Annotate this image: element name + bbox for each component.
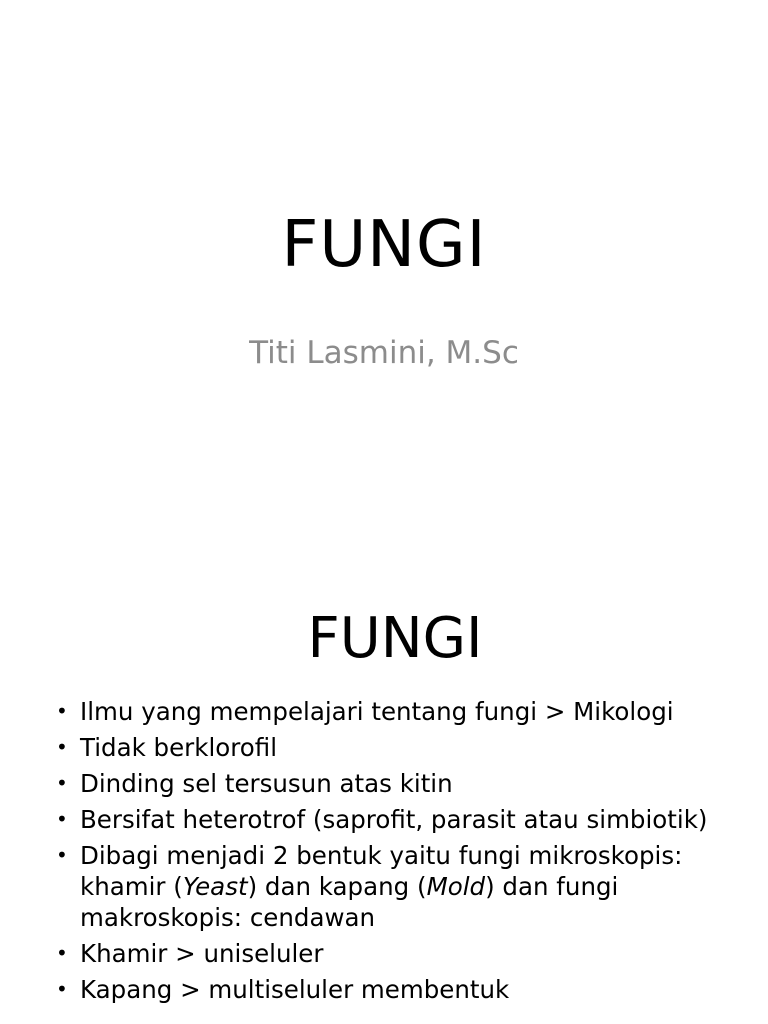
bullet-text: Khamir > uniseluler <box>80 939 324 968</box>
bullet-text: Ilmu yang mempelajari tentang fungi > Mikologi <box>80 697 674 726</box>
bullet-item <box>52 840 732 933</box>
bullet-icon: • <box>56 843 68 867</box>
slide-title: FUNGI <box>281 208 487 282</box>
bullet-icon: • <box>56 771 68 795</box>
bullet-item <box>52 938 732 969</box>
bullet-text: Tidak berklorofil <box>80 733 278 762</box>
mold-term: Mold <box>426 872 486 901</box>
bullet-item <box>52 974 732 1005</box>
bullet-icon: • <box>56 735 68 759</box>
content-slide-title: FUNGI <box>307 606 483 671</box>
bullet-icon: • <box>56 699 68 723</box>
bullet-icon: • <box>56 977 68 1001</box>
yeast-term: Yeast <box>182 872 248 901</box>
slide-subtitle-author: Titi Lasmini, M.Sc <box>249 335 519 371</box>
bullet-icon: • <box>56 807 68 831</box>
bullet-text <box>80 841 682 932</box>
bullet-item <box>52 804 732 835</box>
bullet-item <box>52 696 732 727</box>
bullet-text: Kapang > multiseluler membentuk <box>80 975 510 1004</box>
bullet-item <box>52 732 732 763</box>
bullet-item <box>52 768 732 799</box>
bullet-text-part: ) dan kapang ( <box>247 872 427 901</box>
content-slide <box>0 576 768 1024</box>
bullet-text-part: ) dan fungi makroskopis: cendawan <box>80 872 619 932</box>
bullet-icon: • <box>56 941 68 965</box>
bullet-text: Bersifat heterotrof (saprofit, parasit atau simbiotik) <box>80 805 708 834</box>
bullet-text-part: Dibagi menjadi 2 bentuk yaitu fungi mikroskopis: khamir ( <box>80 841 683 901</box>
bullet-text: Dinding sel tersusun atas kitin <box>80 769 453 798</box>
bullet-list <box>52 696 732 1010</box>
